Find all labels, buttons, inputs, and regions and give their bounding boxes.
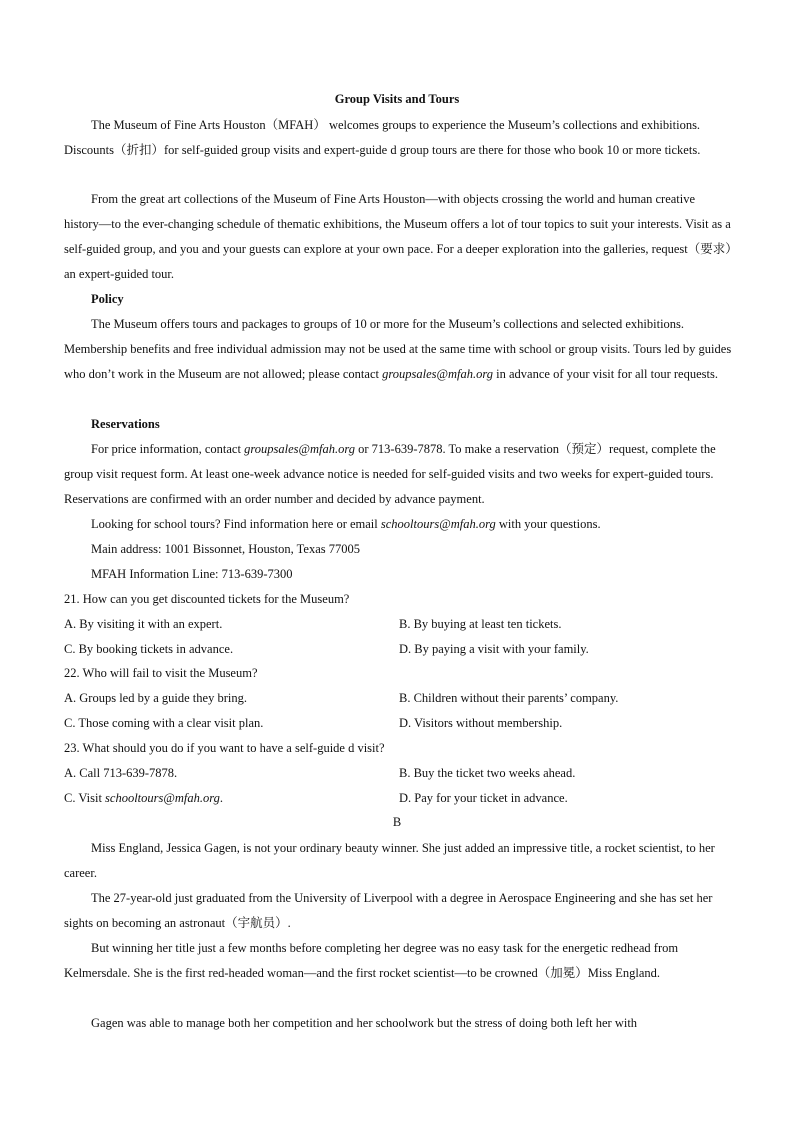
option-c-prefix: C. Visit bbox=[64, 791, 106, 805]
question-23-option-d: D. Pay for your ticket in advance. bbox=[399, 791, 568, 805]
collections-paragraph: From the great art collections of the Museum of Fine Arts Houston—with objects crossing the world and human creative history—to the ever-changing schedule of thematic exhibitions, the Museum offers a lot of tour topics to suit your interests. Visit as a self-guided group, and you and your guests can explore at your own pace. For a deeper exploration into the galleries, request（要求）an expert-guided tour. bbox=[64, 192, 732, 281]
school-text-pre: Looking for school tours? Find information here or email bbox=[91, 517, 381, 531]
passage-b-paragraph-2: The 27-year-old just graduated from the University of Liverpool with a degree in Aerospace Engineering and she has set her sights on becoming an astronaut（宇航员）. bbox=[64, 891, 713, 930]
reservations-heading: Reservations bbox=[91, 417, 160, 431]
passage-title: Group Visits and Tours bbox=[334, 92, 460, 106]
question-22-option-c: C. Those coming with a clear visit plan. bbox=[64, 716, 264, 730]
passage-b-label: B bbox=[392, 815, 402, 829]
question-23-stem: 23. What should you do if you want to have a self-guide d visit? bbox=[64, 741, 385, 755]
reservations-text-pre: For price information, contact bbox=[91, 442, 245, 456]
reservations-paragraph bbox=[64, 437, 732, 512]
option-c-suffix: . bbox=[219, 791, 224, 805]
school-email: schooltours@mfah.org bbox=[380, 517, 496, 531]
question-22-option-a: A. Groups led by a guide they bring. bbox=[64, 691, 247, 705]
question-23-option-b: B. Buy the ticket two weeks ahead. bbox=[399, 766, 576, 780]
question-21-option-a: A. By visiting it with an expert. bbox=[64, 617, 223, 631]
policy-text: The Museum offers tours and packages to groups of 10 or more for the Museum’s collections and selected exhibitions. Membership benefits and free individual admission may not be used at the same time with school or group visits. Tours led by guides who don’t work in the Museum are not allowed; please contact bbox=[64, 317, 732, 381]
reservations-text-post: or 713-639-7878. To make a reservation（预定）request, complete the group visit request form. At least one-week advance notice is needed for self-guided visits and two weeks for expert-guided tours. Reservations are confirmed with an order number and decided by advance payment. bbox=[64, 442, 716, 506]
question-22-stem: 22. Who will fail to visit the Museum? bbox=[64, 666, 258, 680]
question-21-stem: 21. How can you get discounted tickets for the Museum? bbox=[64, 592, 350, 606]
question-22-option-d: D. Visitors without membership. bbox=[399, 716, 563, 730]
policy-paragraph bbox=[64, 312, 732, 387]
question-21-option-c: C. By booking tickets in advance. bbox=[64, 642, 234, 656]
passage-b-paragraph-1: Miss England, Jessica Gagen, is not your ordinary beauty winner. She just added an impressive title, a rocket scientist, to her career. bbox=[64, 841, 715, 880]
school-tours-line bbox=[91, 512, 601, 537]
question-23-option-a: A. Call 713-639-7878. bbox=[64, 766, 178, 780]
main-address: Main address: 1001 Bissonnet, Houston, Texas 77005 bbox=[91, 542, 361, 556]
policy-tail: in advance of your visit for all tour requests. bbox=[493, 367, 718, 381]
policy-email: groupsales@mfah.org bbox=[382, 367, 494, 381]
info-line: MFAH Information Line: 713-639-7300 bbox=[91, 567, 293, 581]
option-c-email: schooltours@mfah.org bbox=[105, 791, 220, 805]
question-21-option-d: D. By paying a visit with your family. bbox=[399, 642, 589, 656]
school-text-post: with your questions. bbox=[495, 517, 601, 531]
question-22-option-b: B. Children without their parents’ company. bbox=[399, 691, 619, 705]
reservations-email: groupsales@mfah.org bbox=[244, 442, 356, 456]
question-21-option-b: B. By buying at least ten tickets. bbox=[399, 617, 562, 631]
question-23-option-c bbox=[64, 786, 223, 811]
passage-b-paragraph-4: Gagen was able to manage both her competition and her schoolwork but the stress of doing both left her with bbox=[91, 1016, 638, 1030]
policy-heading: Policy bbox=[91, 292, 124, 306]
intro-paragraph: The Museum of Fine Arts Houston（MFAH） welcomes groups to experience the Museum’s collections and exhibitions. Discounts（折扣）for self-guided group visits and expert-guide d group tours are there for those who book 10 or more tickets. bbox=[64, 118, 701, 157]
passage-b-paragraph-3: But winning her title just a few months before completing her degree was no easy task for the energetic redhead from Kelmersdale. She is the first red-headed woman—and the first rocket scientist—to be crowned（加冕）Miss England. bbox=[64, 941, 679, 980]
